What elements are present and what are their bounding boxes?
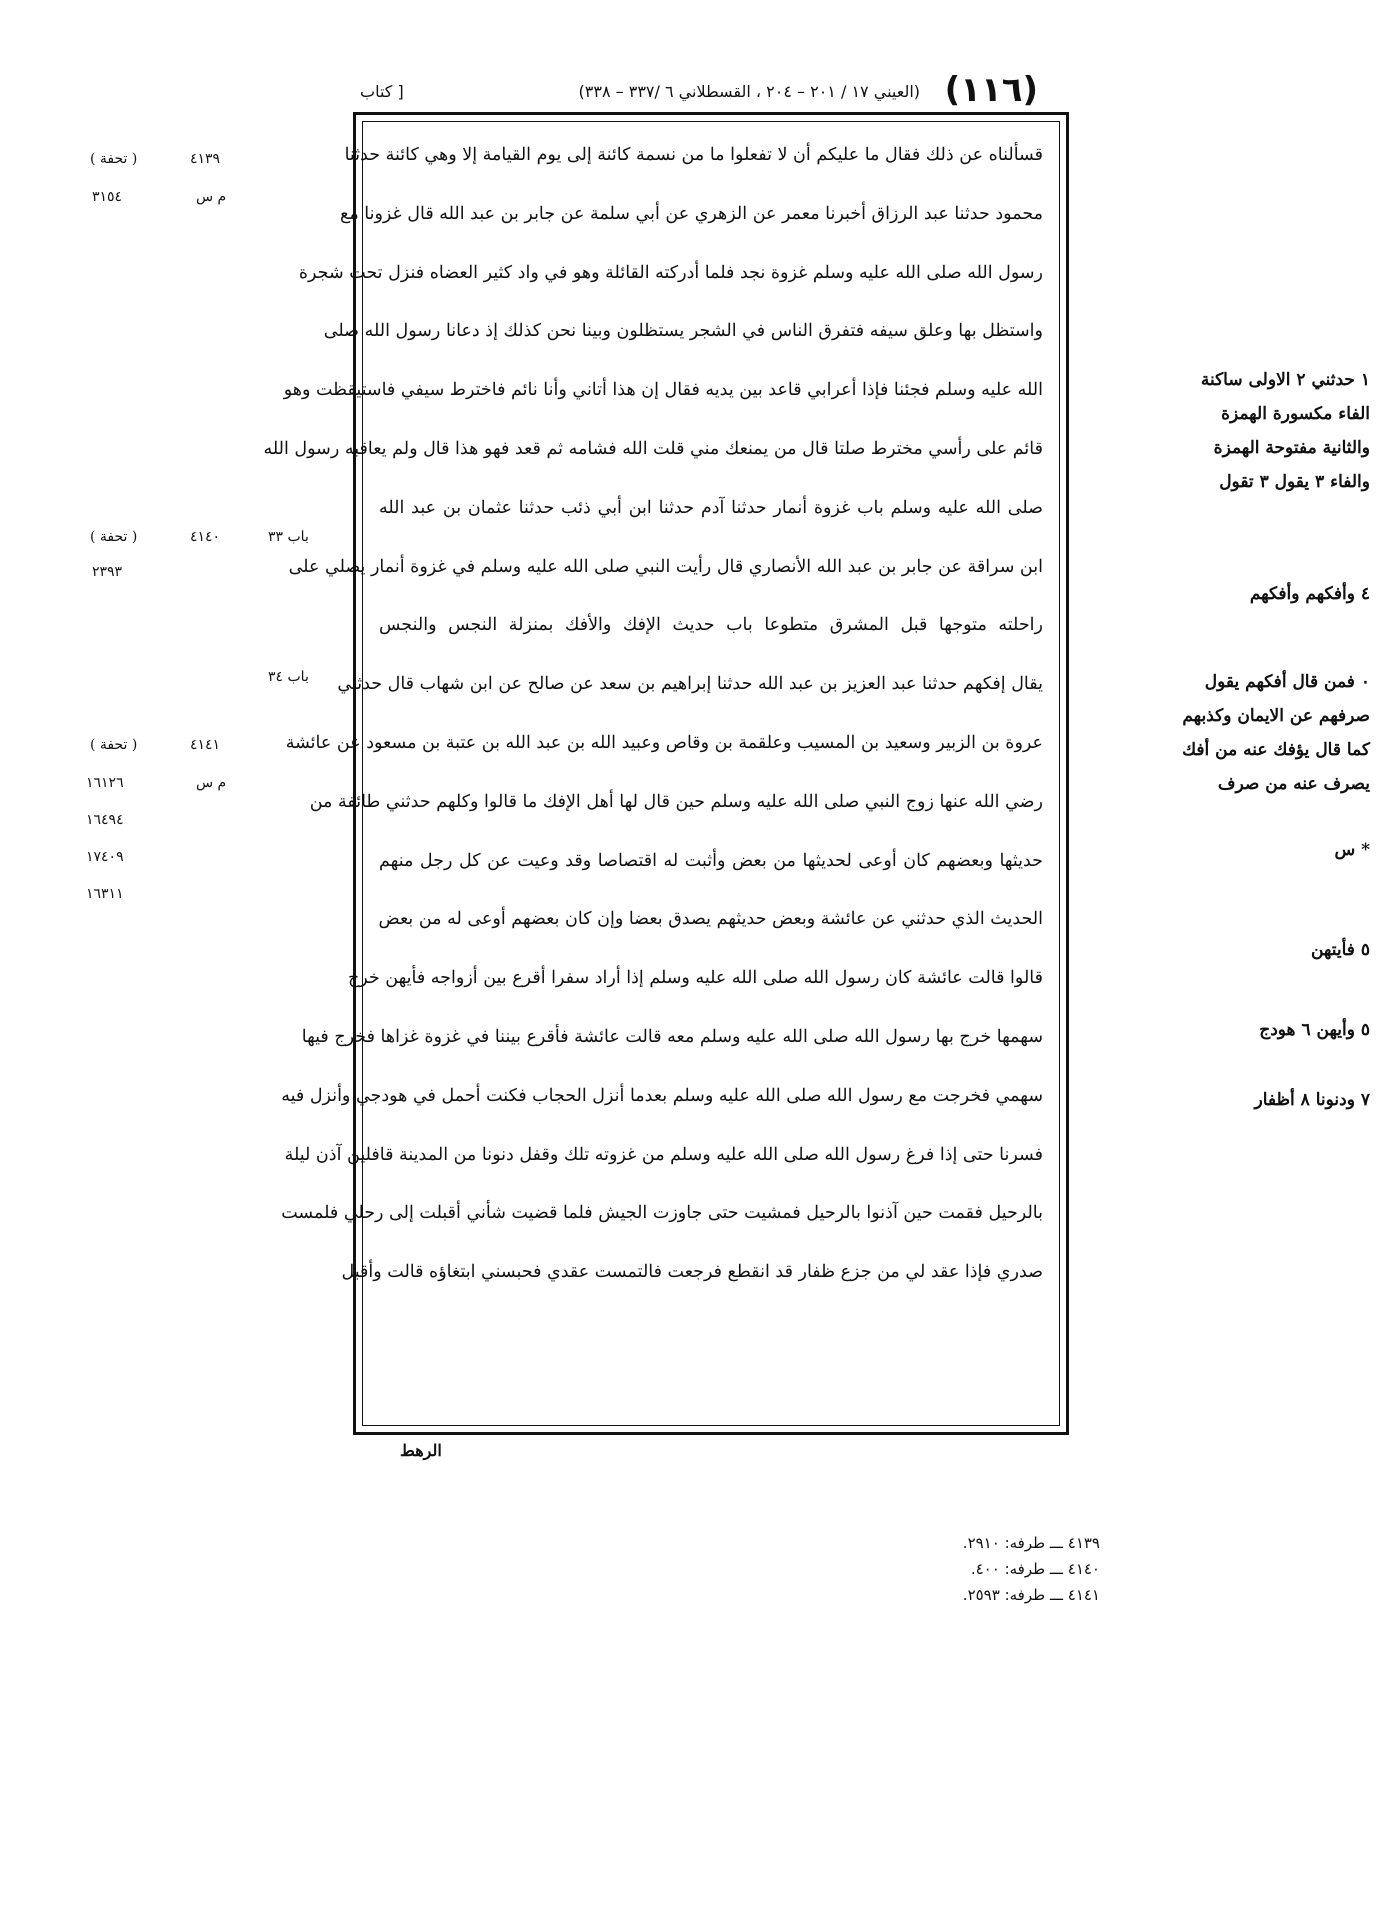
text-line: الله عليه وسلم فجئنا فإذا أعرابي قاعد بين يديه فقال إن هذا أتاني وأنا نائم فاخترط سيفي فاستيقظت وهو	[283, 380, 1043, 401]
text-line: سهمها خرج بها رسول الله صلى الله عليه وسلم معه قالت عائشة فأقرع بيننا في غزوة غزاها فخرج فيها	[301, 1026, 1043, 1047]
text-line: صدري فإذا عقد لي من جزع ظفار قد انقطع فرجعت فالتمست عقدي فحبسني ابتغاؤه قالت وأقبل	[341, 1262, 1043, 1283]
margin-note: صرفهم عن الايمان وكذبهم	[1182, 706, 1370, 726]
text-line: ابن سراقة عن جابر بن عبد الله الأنصاري قال رأيت النبي صلى الله عليه وسلم في غزوة أنمار يصلي على	[288, 556, 1043, 577]
text-line: واستظل بها وعلق سيفه فتفرق الناس في الشجر يستظلون وبينا نحن كذلك إذ دعانا رسول الله صلى	[323, 321, 1043, 342]
text-line: صلى الله عليه وسلم باب غزوة أنمار حدثنا آدم حدثنا ابن أبي ذئب حدثنا عثمان بن عبد الله	[379, 497, 1043, 518]
tuhfa-number-17409: ١٧٤٠٩	[86, 849, 124, 865]
cross-reference: ٤١٣٩ ـــ طرفه: ٢٩١٠.	[962, 1534, 1100, 1552]
catchword: الرهط	[400, 1441, 442, 1460]
header-reference: (العيني ١٧ / ٢٠١ – ٢٠٤ ، القسطلاني ٦ /٣٣٧ – ٣٣٨)	[578, 82, 920, 101]
text-line: رضي الله عنها زوج النبي صلى الله عليه وسلم حين قال لها أهل الإفك ما قالوا وكلهم حدثني طائفة من	[309, 791, 1043, 812]
margin-note: ٠ فمن قال أفكهم يقول	[1204, 672, 1370, 692]
margin-note: ٥ فأيتهن	[1310, 940, 1370, 960]
hadith-number-4139: ٤١٣٩	[190, 151, 221, 167]
text-line: يقال إفكهم حدثنا عبد العزيز بن عبد الله حدثنا إبراهيم بن سعد عن صالح عن ابن شهاب قال حدثني	[337, 674, 1043, 695]
header-kitab: [ كتاب	[360, 82, 404, 101]
margin-note: ١ حدثني ٢ الاولى ساكنة	[1200, 370, 1370, 390]
margin-note: والثانية مفتوحة الهمزة	[1213, 438, 1370, 458]
hadith-number-4140: ٤١٤٠	[190, 529, 221, 545]
left-margin-notes	[0, 0, 345, 1200]
margin-note: * س	[1334, 840, 1370, 860]
text-line: عروة بن الزبير وسعيد بن المسيب وعلقمة بن وقاص وعبيد الله بن عبد الله بن عتبة بن مسعود عن عائشة	[285, 732, 1043, 753]
tuhfa-number-2393: ٢٣٩٣	[92, 564, 123, 580]
text-line: بالرحيل فقمت حين آذنوا بالرحيل فمشيت حتى جاوزت الجيش فلما قضيت شأني أقبلت إلى رحلي فلمست	[281, 1203, 1043, 1224]
tuhfa-number-16494: ١٦٤٩٤	[86, 812, 124, 828]
margin-note: ٤ وأفكهم وأفكهم	[1249, 584, 1370, 604]
hadith-number-4141: ٤١٤١	[190, 737, 221, 753]
ms-label: م س	[196, 189, 227, 205]
tuhfa-label: ( تحفة )	[90, 529, 138, 545]
margin-note: الفاء مكسورة الهمزة	[1221, 404, 1370, 424]
text-line: قالوا قالت عائشة كان رسول الله صلى الله عليه وسلم إذا أراد سفرا أقرع بين أزواجه فأيهن خرج	[347, 968, 1043, 989]
margin-note: ٧ ودنونا ٨ أظفار	[1254, 1090, 1370, 1110]
bab-34-label: باب ٣٤	[268, 669, 309, 685]
margin-note: يصرف عنه من صرف	[1217, 774, 1370, 794]
text-line: رسول الله صلى الله عليه وسلم غزوة نجد فلما أدركته القائلة وهو في واد كثير العضاه فنزل تحت شجرة	[298, 262, 1043, 283]
text-line: راحلته متوجها قبل المشرق متطوعا باب حديث الإفك والأفك بمنزلة النجس والنجس	[379, 615, 1043, 636]
tuhfa-label: ( تحفة )	[90, 737, 138, 753]
tuhfa-label: ( تحفة )	[90, 151, 138, 167]
cross-references	[880, 1530, 1100, 1608]
cross-reference: ٤١٤٠ ـــ طرفه: ٤٠٠.	[970, 1560, 1100, 1578]
cross-reference: ٤١٤١ ـــ طرفه: ٢٥٩٣.	[962, 1586, 1100, 1604]
text-line: سهمي فخرجت مع رسول الله صلى الله عليه وسلم بعدما أنزل الحجاب فكنت أحمل في هودجي وأنزل فيه	[281, 1085, 1043, 1106]
margin-note: والفاء ٣ يقول ٣ تقول	[1219, 472, 1370, 492]
text-line: حديثها وبعضهم كان أوعى لحديثها من بعض وأثبت له اقتصاصا وقد وعيت عن كل رجل منهم	[379, 850, 1043, 871]
bab-33-label: باب ٣٣	[268, 529, 309, 545]
page-header	[358, 70, 1038, 110]
text-line: قسألناه عن ذلك فقال ما عليكم أن لا تفعلوا ما من نسمة كائنة إلى يوم القيامة إلا وهي كائنة حدثنا	[344, 145, 1043, 165]
margin-note: كما قال يؤفك عنه من أفك	[1182, 740, 1370, 760]
text-line: الحديث الذي حدثني عن عائشة وبعض حديثهم يصدق بعضا وإن كان بعضهم أوعى له من بعض	[378, 909, 1043, 930]
tuhfa-number-3154: ٣١٥٤	[92, 189, 123, 205]
margin-note: ٥ وأيهن ٦ هودج	[1259, 1020, 1370, 1040]
ms-label: م س	[196, 775, 227, 791]
tuhfa-number-16311: ١٦٣١١	[86, 886, 124, 902]
tuhfa-number-16126: ١٦١٢٦	[86, 775, 124, 791]
text-line: محمود حدثنا عبد الرزاق أخبرنا معمر عن الزهري عن أبي سلمة عن جابر بن عبد الله قال غزونا مع	[340, 203, 1043, 224]
text-line: قائم على رأسي مخترط صلتا قال من يمنعك مني قلت الله فشامه ثم قعد فهو هذا قال ولم يعاقبه رسول الله	[263, 438, 1043, 459]
text-line: فسرنا حتى إذا فرغ رسول الله صلى الله عليه وسلم من غزوته تلك وقفل دنونا من المدينة قافلين آذن ليلة	[284, 1144, 1043, 1165]
page-number: (١١٦)	[944, 70, 1038, 110]
